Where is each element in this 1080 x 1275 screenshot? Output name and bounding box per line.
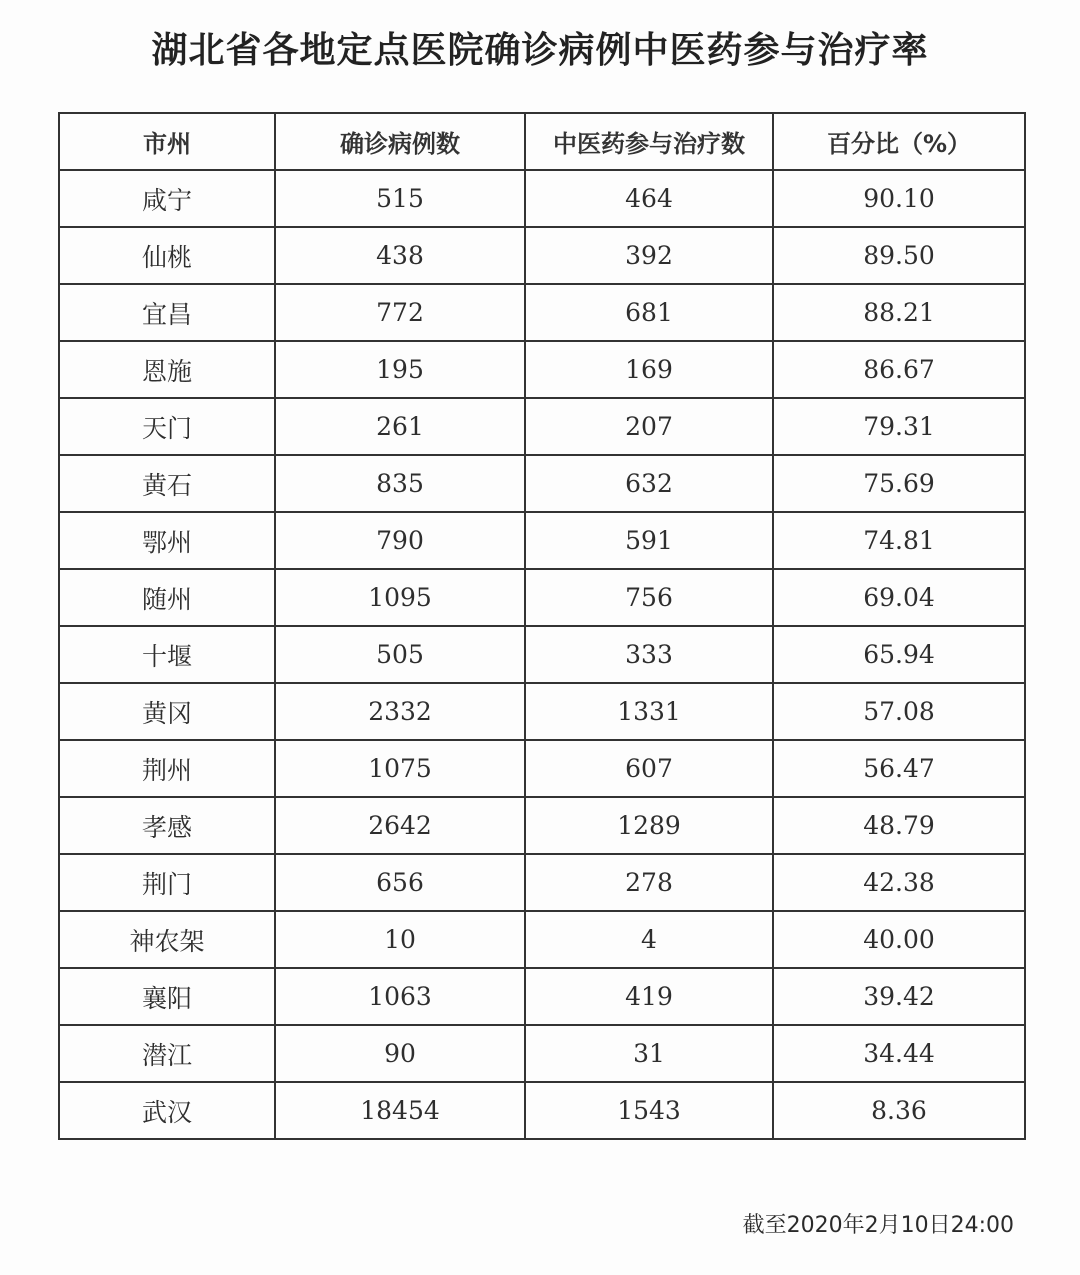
table-cell-tcm-treated: 1543: [525, 1082, 773, 1139]
table-cell-city: 恩施: [59, 341, 275, 398]
table-cell-city: 宜昌: [59, 284, 275, 341]
table-cell-tcm-treated: 207: [525, 398, 773, 455]
table-row: [59, 512, 1025, 569]
table-cell-percentage: 42.38: [773, 854, 1025, 911]
table-cell-city: 黄冈: [59, 683, 275, 740]
table-cell-tcm-treated: 392: [525, 227, 773, 284]
table-row: [59, 683, 1025, 740]
table-cell-confirmed-cases: 18454: [275, 1082, 525, 1139]
table-row: [59, 398, 1025, 455]
table-cell-city: 神农架: [59, 911, 275, 968]
table-row: [59, 854, 1025, 911]
table-cell-tcm-treated: 1289: [525, 797, 773, 854]
table-cell-confirmed-cases: 515: [275, 170, 525, 227]
table-cell-percentage: 90.10: [773, 170, 1025, 227]
table-cell-tcm-treated: 333: [525, 626, 773, 683]
table-cell-confirmed-cases: 1095: [275, 569, 525, 626]
table-cell-confirmed-cases: 261: [275, 398, 525, 455]
table-row: [59, 740, 1025, 797]
table-row: [59, 569, 1025, 626]
table-cell-tcm-treated: 4: [525, 911, 773, 968]
table-cell-city: 天门: [59, 398, 275, 455]
table-cell-percentage: 75.69: [773, 455, 1025, 512]
table-cell-confirmed-cases: 90: [275, 1025, 525, 1082]
table-cell-percentage: 88.21: [773, 284, 1025, 341]
table-cell-percentage: 8.36: [773, 1082, 1025, 1139]
table-cell-percentage: 79.31: [773, 398, 1025, 455]
table-cell-city: 咸宁: [59, 170, 275, 227]
table-cell-confirmed-cases: 2642: [275, 797, 525, 854]
table-cell-city: 鄂州: [59, 512, 275, 569]
table-cell-city: 荆州: [59, 740, 275, 797]
table-cell-confirmed-cases: 2332: [275, 683, 525, 740]
data-table: [58, 112, 1026, 1140]
table-row: [59, 227, 1025, 284]
table-cell-confirmed-cases: 1063: [275, 968, 525, 1025]
table-cell-tcm-treated: 607: [525, 740, 773, 797]
table-cell-tcm-treated: 632: [525, 455, 773, 512]
table-cell-tcm-treated: 278: [525, 854, 773, 911]
table-cell-tcm-treated: 1331: [525, 683, 773, 740]
table-header-row: [59, 113, 1025, 170]
table-cell-percentage: 48.79: [773, 797, 1025, 854]
table-cell-city: 荆门: [59, 854, 275, 911]
table-cell-tcm-treated: 681: [525, 284, 773, 341]
table-cell-percentage: 65.94: [773, 626, 1025, 683]
table-row: [59, 170, 1025, 227]
table-cell-city: 潜江: [59, 1025, 275, 1082]
table-cell-confirmed-cases: 438: [275, 227, 525, 284]
table-cell-city: 襄阳: [59, 968, 275, 1025]
table-row: [59, 626, 1025, 683]
table-cell-confirmed-cases: 835: [275, 455, 525, 512]
table-cell-city: 黄石: [59, 455, 275, 512]
table-cell-percentage: 89.50: [773, 227, 1025, 284]
table-cell-percentage: 74.81: [773, 512, 1025, 569]
table-row: [59, 911, 1025, 968]
column-header-tcm-treated: 中医药参与治疗数: [525, 113, 773, 170]
table-cell-percentage: 86.67: [773, 341, 1025, 398]
table-cell-city: 孝感: [59, 797, 275, 854]
table-row: [59, 341, 1025, 398]
table-cell-tcm-treated: 591: [525, 512, 773, 569]
table-row: [59, 455, 1025, 512]
table-cell-tcm-treated: 464: [525, 170, 773, 227]
table-cell-confirmed-cases: 10: [275, 911, 525, 968]
document-title: 湖北省各地定点医院确诊病例中医药参与治疗率: [151, 30, 929, 71]
table-row: [59, 968, 1025, 1025]
table-cell-percentage: 57.08: [773, 683, 1025, 740]
table-cell-percentage: 40.00: [773, 911, 1025, 968]
table-cell-confirmed-cases: 1075: [275, 740, 525, 797]
table-cell-city: 武汉: [59, 1082, 275, 1139]
table-cell-confirmed-cases: 772: [275, 284, 525, 341]
column-header-city: 市州: [59, 113, 275, 170]
table-cell-percentage: 34.44: [773, 1025, 1025, 1082]
table-cell-tcm-treated: 419: [525, 968, 773, 1025]
table-row: [59, 1025, 1025, 1082]
table-cell-tcm-treated: 169: [525, 341, 773, 398]
table-row: [59, 284, 1025, 341]
table-cell-tcm-treated: 756: [525, 569, 773, 626]
table-cell-percentage: 56.47: [773, 740, 1025, 797]
table-cell-percentage: 39.42: [773, 968, 1025, 1025]
table-cell-confirmed-cases: 195: [275, 341, 525, 398]
table-body: [59, 170, 1025, 1139]
table-cell-confirmed-cases: 790: [275, 512, 525, 569]
column-header-percentage: 百分比（%）: [773, 113, 1025, 170]
cutoff-date-note: 截至2020年2月10日24:00: [742, 1213, 1014, 1238]
table-cell-percentage: 69.04: [773, 569, 1025, 626]
table-cell-city: 随州: [59, 569, 275, 626]
table-cell-confirmed-cases: 656: [275, 854, 525, 911]
table-row: [59, 1082, 1025, 1139]
column-header-confirmed-cases: 确诊病例数: [275, 113, 525, 170]
table-cell-city: 十堰: [59, 626, 275, 683]
table-cell-confirmed-cases: 505: [275, 626, 525, 683]
table-cell-tcm-treated: 31: [525, 1025, 773, 1082]
table-cell-city: 仙桃: [59, 227, 275, 284]
table-row: [59, 797, 1025, 854]
